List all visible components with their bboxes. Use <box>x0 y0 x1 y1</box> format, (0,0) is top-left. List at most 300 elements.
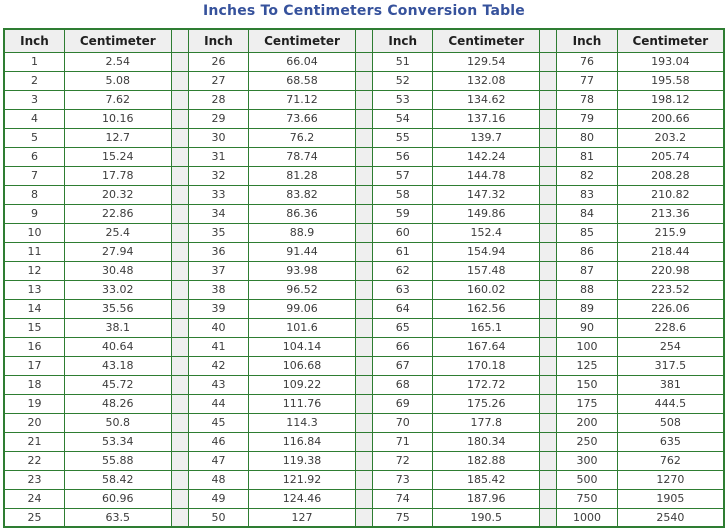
spacer-cell <box>540 489 557 508</box>
inch-cell: 68 <box>373 375 433 394</box>
inch-cell: 26 <box>188 52 248 71</box>
cm-cell: 2540 <box>617 508 724 527</box>
cm-cell: 154.94 <box>433 242 540 261</box>
cm-cell: 30.48 <box>64 261 171 280</box>
spacer-cell <box>171 109 188 128</box>
spacer-cell <box>540 280 557 299</box>
inch-cell: 12 <box>4 261 64 280</box>
inch-header: Inch <box>373 29 433 52</box>
cm-cell: 99.06 <box>249 299 356 318</box>
spacer-cell <box>540 470 557 489</box>
inch-cell: 69 <box>373 394 433 413</box>
cm-cell: 200.66 <box>617 109 724 128</box>
inch-cell: 8 <box>4 185 64 204</box>
inch-cell: 24 <box>4 489 64 508</box>
cm-cell: 162.56 <box>433 299 540 318</box>
cm-cell: 81.28 <box>249 166 356 185</box>
spacer-cell <box>355 223 372 242</box>
table-row <box>4 356 724 375</box>
spacer-cell <box>540 299 557 318</box>
inch-cell: 18 <box>4 375 64 394</box>
cm-cell: 43.18 <box>64 356 171 375</box>
spacer-cell <box>171 299 188 318</box>
cm-cell: 144.78 <box>433 166 540 185</box>
spacer-cell <box>171 128 188 147</box>
spacer-cell <box>355 90 372 109</box>
cm-cell: 190.5 <box>433 508 540 527</box>
cm-cell: 142.24 <box>433 147 540 166</box>
inch-cell: 74 <box>373 489 433 508</box>
inch-cell: 25 <box>4 508 64 527</box>
spacer-cell <box>171 204 188 223</box>
table-row <box>4 375 724 394</box>
inch-cell: 75 <box>373 508 433 527</box>
table-row <box>4 489 724 508</box>
inch-cell: 17 <box>4 356 64 375</box>
table-row <box>4 204 724 223</box>
cm-cell: 195.58 <box>617 71 724 90</box>
cm-cell: 254 <box>617 337 724 356</box>
spacer-cell <box>355 29 372 52</box>
spacer-cell <box>355 166 372 185</box>
table-row <box>4 147 724 166</box>
spacer-cell <box>171 451 188 470</box>
cm-cell: 444.5 <box>617 394 724 413</box>
inch-cell: 48 <box>188 470 248 489</box>
inch-cell: 16 <box>4 337 64 356</box>
cm-cell: 160.02 <box>433 280 540 299</box>
inch-cell: 85 <box>557 223 617 242</box>
cm-cell: 220.98 <box>617 261 724 280</box>
spacer-cell <box>540 204 557 223</box>
cm-cell: 317.5 <box>617 356 724 375</box>
table-row <box>4 432 724 451</box>
inch-cell: 70 <box>373 413 433 432</box>
table-row <box>4 508 724 527</box>
inch-header: Inch <box>557 29 617 52</box>
cm-cell: 45.72 <box>64 375 171 394</box>
cm-cell: 208.28 <box>617 166 724 185</box>
spacer-cell <box>171 261 188 280</box>
inch-cell: 9 <box>4 204 64 223</box>
spacer-cell <box>355 261 372 280</box>
cm-cell: 177.8 <box>433 413 540 432</box>
inch-cell: 55 <box>373 128 433 147</box>
inch-cell: 43 <box>188 375 248 394</box>
inch-cell: 30 <box>188 128 248 147</box>
inch-cell: 49 <box>188 489 248 508</box>
inch-cell: 50 <box>188 508 248 527</box>
inch-cell: 76 <box>557 52 617 71</box>
table-row <box>4 280 724 299</box>
spacer-cell <box>171 394 188 413</box>
inch-cell: 90 <box>557 318 617 337</box>
inch-cell: 2 <box>4 71 64 90</box>
cm-cell: 228.6 <box>617 318 724 337</box>
spacer-cell <box>540 242 557 261</box>
cm-cell: 7.62 <box>64 90 171 109</box>
cm-cell: 58.42 <box>64 470 171 489</box>
spacer-cell <box>171 242 188 261</box>
cm-cell: 121.92 <box>249 470 356 489</box>
cm-cell: 180.34 <box>433 432 540 451</box>
cm-cell: 134.62 <box>433 90 540 109</box>
cm-cell: 119.38 <box>249 451 356 470</box>
inch-cell: 4 <box>4 109 64 128</box>
inch-cell: 150 <box>557 375 617 394</box>
table-row <box>4 261 724 280</box>
table-row <box>4 337 724 356</box>
spacer-cell <box>355 356 372 375</box>
cm-cell: 91.44 <box>249 242 356 261</box>
cm-cell: 167.64 <box>433 337 540 356</box>
cm-cell: 38.1 <box>64 318 171 337</box>
inch-cell: 38 <box>188 280 248 299</box>
cm-cell: 27.94 <box>64 242 171 261</box>
cm-cell: 83.82 <box>249 185 356 204</box>
spacer-cell <box>540 261 557 280</box>
table-row <box>4 185 724 204</box>
inch-cell: 28 <box>188 90 248 109</box>
table-row <box>4 451 724 470</box>
inch-cell: 79 <box>557 109 617 128</box>
inch-cell: 51 <box>373 52 433 71</box>
cm-cell: 185.42 <box>433 470 540 489</box>
cm-cell: 71.12 <box>249 90 356 109</box>
inch-cell: 37 <box>188 261 248 280</box>
spacer-cell <box>355 204 372 223</box>
cm-cell: 762 <box>617 451 724 470</box>
inch-cell: 72 <box>373 451 433 470</box>
spacer-cell <box>171 432 188 451</box>
table-row <box>4 52 724 71</box>
cm-cell: 35.56 <box>64 299 171 318</box>
inch-cell: 59 <box>373 204 433 223</box>
spacer-cell <box>540 166 557 185</box>
spacer-cell <box>355 394 372 413</box>
spacer-cell <box>355 299 372 318</box>
spacer-cell <box>171 375 188 394</box>
spacer-cell <box>540 508 557 527</box>
spacer-cell <box>355 375 372 394</box>
inch-cell: 83 <box>557 185 617 204</box>
inch-cell: 100 <box>557 337 617 356</box>
inch-cell: 78 <box>557 90 617 109</box>
cm-cell: 12.7 <box>64 128 171 147</box>
spacer-cell <box>540 337 557 356</box>
cm-cell: 40.64 <box>64 337 171 356</box>
cm-cell: 111.76 <box>249 394 356 413</box>
inch-cell: 53 <box>373 90 433 109</box>
cm-cell: 116.84 <box>249 432 356 451</box>
inch-cell: 750 <box>557 489 617 508</box>
cm-cell: 635 <box>617 432 724 451</box>
cm-cell: 48.26 <box>64 394 171 413</box>
table-row <box>4 71 724 90</box>
cm-cell: 187.96 <box>433 489 540 508</box>
cm-cell: 137.16 <box>433 109 540 128</box>
spacer-cell <box>355 242 372 261</box>
inch-cell: 56 <box>373 147 433 166</box>
inch-cell: 1000 <box>557 508 617 527</box>
inch-cell: 66 <box>373 337 433 356</box>
spacer-cell <box>355 185 372 204</box>
inch-cell: 61 <box>373 242 433 261</box>
inch-cell: 11 <box>4 242 64 261</box>
cm-cell: 76.2 <box>249 128 356 147</box>
inch-cell: 57 <box>373 166 433 185</box>
cm-cell: 149.86 <box>433 204 540 223</box>
inch-cell: 64 <box>373 299 433 318</box>
spacer-cell <box>355 71 372 90</box>
inch-cell: 39 <box>188 299 248 318</box>
inch-cell: 7 <box>4 166 64 185</box>
cm-cell: 1905 <box>617 489 724 508</box>
inch-cell: 32 <box>188 166 248 185</box>
spacer-cell <box>355 508 372 527</box>
cm-cell: 55.88 <box>64 451 171 470</box>
spacer-cell <box>540 29 557 52</box>
inch-cell: 71 <box>373 432 433 451</box>
inch-cell: 35 <box>188 223 248 242</box>
spacer-cell <box>171 52 188 71</box>
inch-cell: 15 <box>4 318 64 337</box>
table-row <box>4 109 724 128</box>
spacer-cell <box>540 394 557 413</box>
cm-cell: 223.52 <box>617 280 724 299</box>
centimeter-header: Centimeter <box>617 29 724 52</box>
table-row <box>4 128 724 147</box>
cm-cell: 66.04 <box>249 52 356 71</box>
cm-cell: 381 <box>617 375 724 394</box>
cm-cell: 2.54 <box>64 52 171 71</box>
cm-cell: 17.78 <box>64 166 171 185</box>
inch-cell: 62 <box>373 261 433 280</box>
inch-cell: 88 <box>557 280 617 299</box>
spacer-cell <box>355 451 372 470</box>
cm-cell: 147.32 <box>433 185 540 204</box>
cm-cell: 165.1 <box>433 318 540 337</box>
cm-cell: 114.3 <box>249 413 356 432</box>
spacer-cell <box>171 166 188 185</box>
spacer-cell <box>171 147 188 166</box>
inch-cell: 300 <box>557 451 617 470</box>
inch-cell: 82 <box>557 166 617 185</box>
cm-cell: 63.5 <box>64 508 171 527</box>
cm-cell: 88.9 <box>249 223 356 242</box>
cm-cell: 60.96 <box>64 489 171 508</box>
inch-cell: 200 <box>557 413 617 432</box>
inch-cell: 36 <box>188 242 248 261</box>
cm-cell: 182.88 <box>433 451 540 470</box>
cm-cell: 205.74 <box>617 147 724 166</box>
inch-cell: 19 <box>4 394 64 413</box>
spacer-cell <box>540 90 557 109</box>
cm-cell: 152.4 <box>433 223 540 242</box>
inch-cell: 14 <box>4 299 64 318</box>
cm-cell: 175.26 <box>433 394 540 413</box>
inch-header: Inch <box>4 29 64 52</box>
centimeter-header: Centimeter <box>249 29 356 52</box>
inch-cell: 22 <box>4 451 64 470</box>
cm-cell: 508 <box>617 413 724 432</box>
spacer-cell <box>355 109 372 128</box>
cm-cell: 172.72 <box>433 375 540 394</box>
spacer-cell <box>171 71 188 90</box>
cm-cell: 10.16 <box>64 109 171 128</box>
cm-cell: 78.74 <box>249 147 356 166</box>
spacer-cell <box>171 413 188 432</box>
spacer-cell <box>355 52 372 71</box>
inch-cell: 63 <box>373 280 433 299</box>
inch-cell: 47 <box>188 451 248 470</box>
inch-cell: 45 <box>188 413 248 432</box>
inch-cell: 34 <box>188 204 248 223</box>
cm-cell: 104.14 <box>249 337 356 356</box>
cm-cell: 198.12 <box>617 90 724 109</box>
cm-cell: 96.52 <box>249 280 356 299</box>
cm-cell: 33.02 <box>64 280 171 299</box>
table-row <box>4 166 724 185</box>
cm-cell: 127 <box>249 508 356 527</box>
cm-cell: 106.68 <box>249 356 356 375</box>
spacer-cell <box>540 147 557 166</box>
spacer-cell <box>540 128 557 147</box>
header-row <box>4 29 724 52</box>
spacer-cell <box>540 318 557 337</box>
cm-cell: 50.8 <box>64 413 171 432</box>
spacer-cell <box>355 432 372 451</box>
inch-cell: 10 <box>4 223 64 242</box>
inch-cell: 40 <box>188 318 248 337</box>
page-title: Inches To Centimeters Conversion Table <box>202 3 526 19</box>
inch-cell: 65 <box>373 318 433 337</box>
inch-cell: 81 <box>557 147 617 166</box>
cm-cell: 93.98 <box>249 261 356 280</box>
inch-cell: 33 <box>188 185 248 204</box>
inch-cell: 44 <box>188 394 248 413</box>
spacer-cell <box>355 489 372 508</box>
cm-cell: 1270 <box>617 470 724 489</box>
spacer-cell <box>171 90 188 109</box>
inch-cell: 6 <box>4 147 64 166</box>
inch-cell: 80 <box>557 128 617 147</box>
spacer-cell <box>540 356 557 375</box>
inch-cell: 500 <box>557 470 617 489</box>
inch-cell: 60 <box>373 223 433 242</box>
cm-cell: 20.32 <box>64 185 171 204</box>
inch-cell: 1 <box>4 52 64 71</box>
cm-cell: 109.22 <box>249 375 356 394</box>
cm-cell: 73.66 <box>249 109 356 128</box>
cm-cell: 53.34 <box>64 432 171 451</box>
inch-cell: 58 <box>373 185 433 204</box>
inch-cell: 31 <box>188 147 248 166</box>
spacer-cell <box>171 223 188 242</box>
spacer-cell <box>171 29 188 52</box>
spacer-cell <box>171 356 188 375</box>
spacer-cell <box>540 223 557 242</box>
inch-cell: 73 <box>373 470 433 489</box>
conversion-table <box>3 28 725 528</box>
table-row <box>4 242 724 261</box>
cm-cell: 218.44 <box>617 242 724 261</box>
inch-header: Inch <box>188 29 248 52</box>
inch-cell: 86 <box>557 242 617 261</box>
spacer-cell <box>540 109 557 128</box>
spacer-cell <box>355 337 372 356</box>
inch-cell: 54 <box>373 109 433 128</box>
cm-cell: 213.36 <box>617 204 724 223</box>
cm-cell: 203.2 <box>617 128 724 147</box>
inch-cell: 23 <box>4 470 64 489</box>
table-row <box>4 90 724 109</box>
cm-cell: 193.04 <box>617 52 724 71</box>
spacer-cell <box>540 432 557 451</box>
spacer-cell <box>171 280 188 299</box>
inch-cell: 52 <box>373 71 433 90</box>
cm-cell: 86.36 <box>249 204 356 223</box>
inch-cell: 250 <box>557 432 617 451</box>
inch-cell: 84 <box>557 204 617 223</box>
cm-cell: 170.18 <box>433 356 540 375</box>
cm-cell: 210.82 <box>617 185 724 204</box>
table-row <box>4 299 724 318</box>
centimeter-header: Centimeter <box>64 29 171 52</box>
inch-cell: 175 <box>557 394 617 413</box>
spacer-cell <box>355 280 372 299</box>
inch-cell: 13 <box>4 280 64 299</box>
cm-cell: 101.6 <box>249 318 356 337</box>
spacer-cell <box>355 128 372 147</box>
inch-cell: 29 <box>188 109 248 128</box>
spacer-cell <box>171 318 188 337</box>
spacer-cell <box>540 71 557 90</box>
inch-cell: 46 <box>188 432 248 451</box>
table-row <box>4 318 724 337</box>
table-row <box>4 394 724 413</box>
inch-cell: 3 <box>4 90 64 109</box>
spacer-cell <box>355 147 372 166</box>
cm-cell: 132.08 <box>433 71 540 90</box>
inch-cell: 41 <box>188 337 248 356</box>
spacer-cell <box>540 52 557 71</box>
spacer-cell <box>540 185 557 204</box>
inch-cell: 20 <box>4 413 64 432</box>
table-row <box>4 470 724 489</box>
cm-cell: 215.9 <box>617 223 724 242</box>
table-row <box>4 223 724 242</box>
spacer-cell <box>171 185 188 204</box>
inch-cell: 21 <box>4 432 64 451</box>
spacer-cell <box>355 318 372 337</box>
cm-cell: 15.24 <box>64 147 171 166</box>
inch-cell: 67 <box>373 356 433 375</box>
cm-cell: 124.46 <box>249 489 356 508</box>
spacer-cell <box>171 508 188 527</box>
spacer-cell <box>355 413 372 432</box>
cm-cell: 68.58 <box>249 71 356 90</box>
cm-cell: 139.7 <box>433 128 540 147</box>
inch-cell: 5 <box>4 128 64 147</box>
cm-cell: 129.54 <box>433 52 540 71</box>
centimeter-header: Centimeter <box>433 29 540 52</box>
inch-cell: 87 <box>557 261 617 280</box>
inch-cell: 27 <box>188 71 248 90</box>
spacer-cell <box>171 489 188 508</box>
cm-cell: 226.06 <box>617 299 724 318</box>
spacer-cell <box>540 375 557 394</box>
